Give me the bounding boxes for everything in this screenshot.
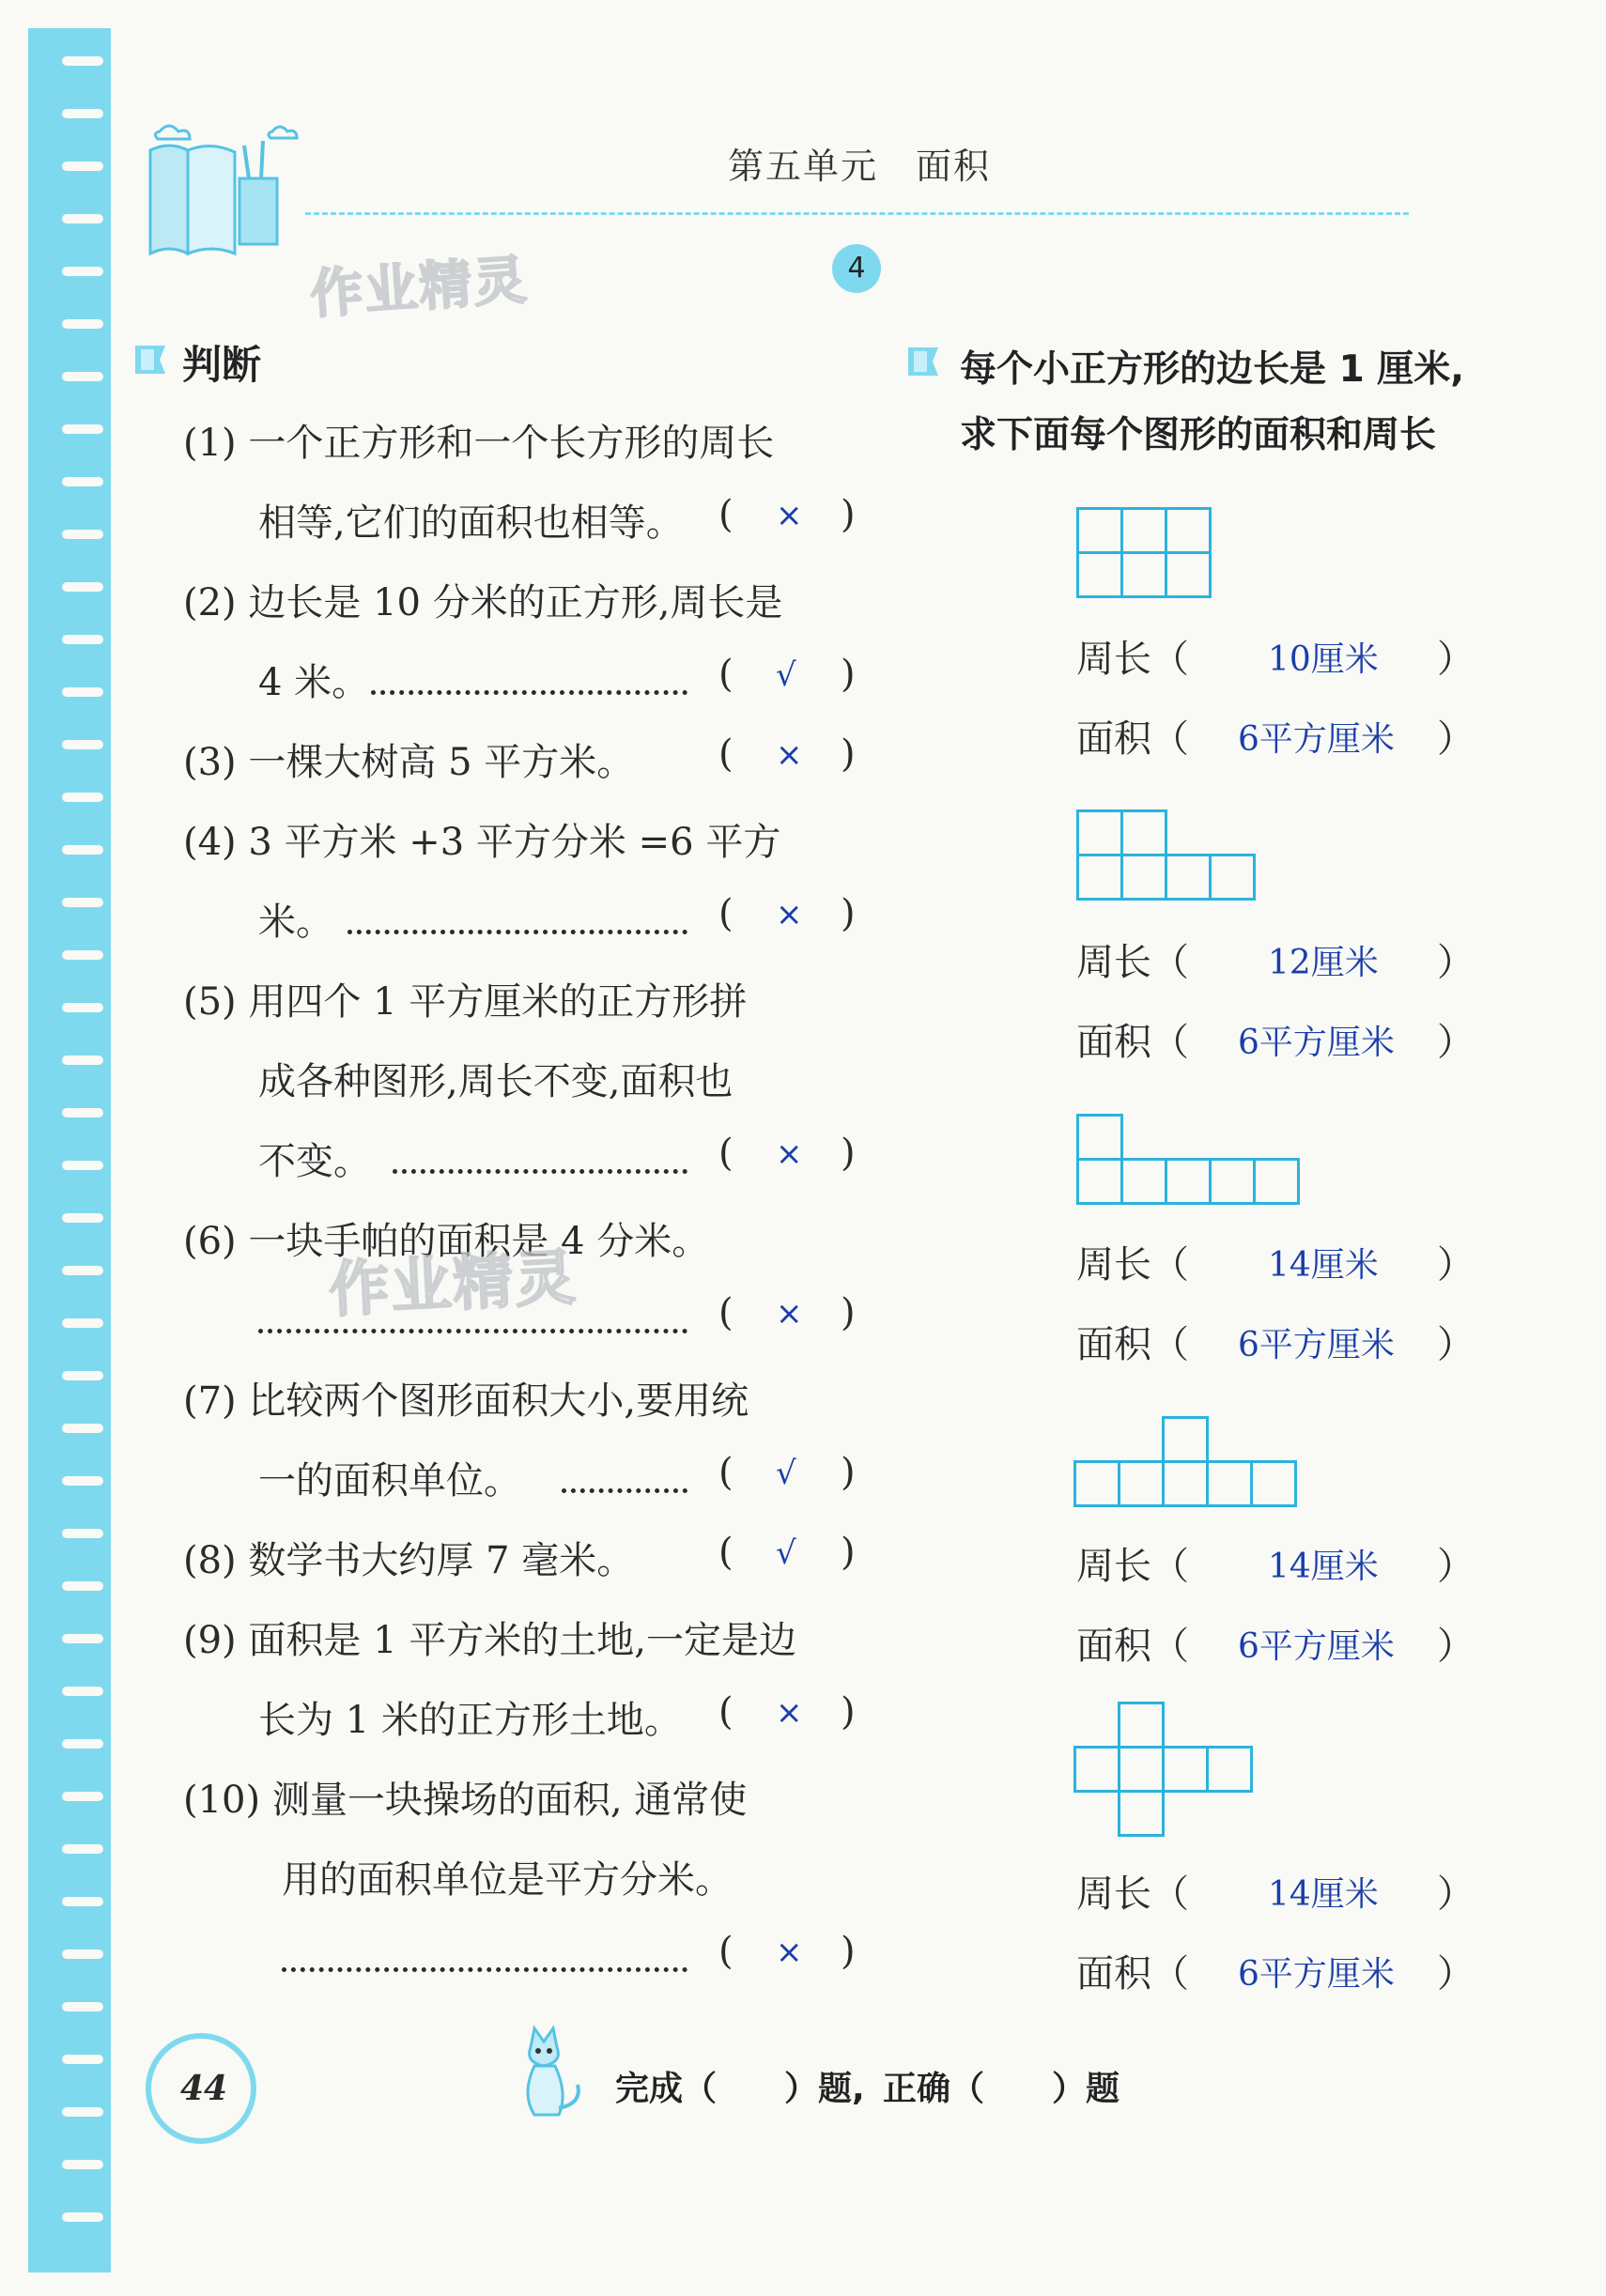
grid-cell (1162, 1460, 1209, 1507)
books-illustration-icon (131, 113, 315, 263)
grid-cell (1162, 1746, 1209, 1793)
grid-cell (1076, 809, 1123, 856)
perimeter-label: 周长（ (1076, 1545, 1189, 1588)
grid-cell (1165, 854, 1212, 901)
dotted-leader (347, 930, 687, 934)
binding-hole (62, 267, 103, 276)
binding-hole (62, 109, 103, 118)
perimeter-label: 周长（ (1076, 941, 1189, 984)
judge-item-text: (1) 一个正方形和一个长方形的周长 (183, 422, 775, 465)
grid-cell (1076, 854, 1123, 901)
binding-hole (62, 1476, 103, 1486)
page-number: 44 (180, 2069, 228, 2108)
binding-hole (62, 1161, 103, 1170)
judge-item-text: 不变。 (258, 1140, 371, 1183)
area-answer: 6平方厘米 (1238, 1326, 1395, 1364)
footer-complete: 完成（ ）题, (615, 2070, 865, 2108)
answer-mark: × (776, 1934, 803, 1971)
answer-paren-close: ) (841, 1690, 856, 1734)
grid-cell (1076, 1114, 1123, 1161)
binding-hole (62, 950, 103, 960)
grid-cell (1118, 1702, 1165, 1749)
close-paren: ） (1437, 638, 1475, 681)
judge-item-text: (5) 用四个 1 平方厘米的正方形拼 (183, 980, 748, 1024)
binding-hole (62, 845, 103, 855)
grid-cell (1118, 1746, 1165, 1793)
answer-paren-close: ) (841, 493, 856, 536)
binding-hole (62, 162, 103, 171)
judge-item-text: 成各种图形,周长不变,面积也 (258, 1060, 734, 1103)
dotted-leader (371, 690, 687, 695)
judge-item-text: (10) 测量一块操场的面积, 通常使 (183, 1779, 748, 1822)
binding-hole (62, 1266, 103, 1275)
grid-cell (1076, 551, 1123, 598)
grid-cell (1209, 854, 1256, 901)
judge-item-text: 用的面积单位是平方分米。 (282, 1858, 733, 1902)
binding-hole (62, 2160, 103, 2169)
binding-hole (62, 319, 103, 329)
judge-item-text: (2) 边长是 10 分米的正方形,周长是 (183, 581, 783, 624)
judge-item-text: 一的面积单位。 (258, 1459, 521, 1502)
answer-mark: √ (776, 1534, 796, 1572)
binding-hole (62, 1844, 103, 1854)
close-paren: ） (1437, 1323, 1475, 1366)
answer-paren-open: ( (718, 653, 734, 696)
section-title-shapes-line1: 每个小正方形的边长是 1 厘米, (960, 348, 1465, 391)
grid-cell (1165, 507, 1212, 554)
section-flag-icon (906, 344, 948, 379)
watermark: 作业精灵 (327, 1243, 579, 1326)
binding-hole (62, 1108, 103, 1117)
grid-cell (1118, 1460, 1165, 1507)
grid-cell (1120, 1158, 1167, 1205)
binding-hole (62, 2055, 103, 2064)
binding-hole (62, 1371, 103, 1380)
grid-cell (1120, 507, 1167, 554)
perimeter-label: 周长（ (1076, 1243, 1189, 1287)
binding-hole (62, 1529, 103, 1538)
answer-mark: × (776, 896, 803, 933)
section-title-judge: 判断 (182, 342, 262, 388)
answer-mark: × (776, 1295, 803, 1333)
answer-mark: √ (776, 656, 796, 694)
judge-item-text: (6) 一块手帕的面积是 4 分米。 (183, 1220, 710, 1263)
dotted-leader (562, 1488, 687, 1493)
perimeter-label: 周长（ (1076, 638, 1189, 681)
close-paren: ） (1437, 941, 1475, 984)
lesson-badge: 4 (832, 244, 881, 293)
answer-mark: × (776, 1135, 803, 1173)
area-answer: 6平方厘米 (1238, 1024, 1395, 1062)
grid-cell (1073, 1460, 1120, 1507)
grid-cell (1165, 551, 1212, 598)
judge-item-text: (4) 3 平方米 +3 平方分米 =6 平方 (183, 821, 781, 864)
area-label: 面积（ (1076, 1021, 1189, 1064)
perimeter-answer: 14厘米 (1268, 1875, 1379, 1914)
binding-hole (62, 793, 103, 802)
grid-cell (1118, 1790, 1165, 1837)
unit-title: 第五单元 面积 (728, 146, 992, 187)
answer-paren-open: ( (718, 1690, 734, 1734)
perimeter-answer: 14厘米 (1268, 1246, 1379, 1285)
answer-paren-close: ) (841, 1132, 856, 1175)
footer-correct: 正确（ ）题 (883, 2070, 1120, 2108)
perimeter-answer: 14厘米 (1268, 1548, 1379, 1586)
area-label: 面积（ (1076, 1952, 1189, 1996)
answer-paren-open: ( (718, 1291, 734, 1334)
dotted-leader (258, 1329, 687, 1333)
grid-cell (1206, 1460, 1253, 1507)
grid-cell (1206, 1746, 1253, 1793)
binding-hole (62, 1897, 103, 1906)
answer-mark: × (776, 736, 803, 774)
answer-paren-close: ) (841, 1930, 856, 1973)
answer-paren-close: ) (841, 732, 856, 776)
area-label: 面积（ (1076, 717, 1189, 761)
binding-hole (62, 372, 103, 381)
answer-paren-open: ( (718, 732, 734, 776)
binding-hole (62, 1739, 103, 1749)
area-answer: 6平方厘米 (1238, 1955, 1395, 1994)
binding-hole (62, 582, 103, 592)
grid-cell (1162, 1416, 1209, 1463)
judge-item-text: (7) 比较两个图形面积大小,要用统 (183, 1379, 749, 1423)
binding-hole (62, 1581, 103, 1591)
binding-hole (62, 1792, 103, 1801)
binding-hole (62, 1687, 103, 1696)
binding-hole (62, 1949, 103, 1959)
binding-hole (62, 1424, 103, 1433)
binding-hole (62, 1318, 103, 1328)
binding-hole (62, 1003, 103, 1012)
binding-hole (62, 2107, 103, 2117)
answer-mark: √ (776, 1455, 796, 1492)
judge-item-text: (9) 面积是 1 平方米的土地,一定是边 (183, 1619, 796, 1662)
dotted-leader (393, 1169, 687, 1174)
grid-cell (1120, 854, 1167, 901)
grid-cell (1209, 1158, 1256, 1205)
answer-mark: × (776, 497, 803, 534)
perimeter-answer: 10厘米 (1268, 640, 1379, 679)
binding-hole (62, 2212, 103, 2222)
area-label: 面积（ (1076, 1625, 1189, 1668)
watermark: 作业精灵 (308, 249, 531, 327)
perimeter-answer: 12厘米 (1268, 944, 1379, 982)
answer-paren-close: ) (841, 1531, 856, 1574)
answer-paren-open: ( (718, 493, 734, 536)
answer-paren-open: ( (718, 1930, 734, 1973)
judge-item-text: 米。 (258, 901, 333, 944)
grid-cell (1250, 1460, 1297, 1507)
perimeter-label: 周长（ (1076, 1872, 1189, 1916)
cat-illustration-icon (502, 2019, 587, 2122)
section-title-shapes-line2: 求下面每个图形的面积和周长 (960, 414, 1437, 456)
binding-hole (62, 424, 103, 434)
binding-hole (62, 56, 103, 66)
grid-cell (1120, 809, 1167, 856)
binding-hole (62, 477, 103, 486)
binding-hole (62, 1634, 103, 1643)
answer-paren-close: ) (841, 653, 856, 696)
binding-hole (62, 635, 103, 644)
close-paren: ） (1437, 1021, 1475, 1064)
dotted-leader (282, 1967, 687, 1972)
answer-paren-close: ) (841, 892, 856, 935)
binding-hole (62, 898, 103, 907)
answer-paren-open: ( (718, 892, 734, 935)
close-paren: ） (1437, 1545, 1475, 1588)
binding-hole (62, 530, 103, 539)
grid-cell (1076, 1158, 1123, 1205)
close-paren: ） (1437, 1243, 1475, 1287)
binding-hole (62, 687, 103, 697)
judge-item-text: (3) 一棵大树高 5 平方米。 (183, 741, 635, 784)
area-answer: 6平方厘米 (1238, 720, 1395, 759)
header-divider (305, 212, 1409, 215)
answer-paren-open: ( (718, 1451, 734, 1494)
binding-hole (62, 1213, 103, 1223)
answer-paren-close: ) (841, 1291, 856, 1334)
area-label: 面积（ (1076, 1323, 1189, 1366)
grid-cell (1076, 507, 1123, 554)
grid-cell (1073, 1746, 1120, 1793)
grid-cell (1165, 1158, 1212, 1205)
binding-hole (62, 740, 103, 749)
answer-paren-open: ( (718, 1132, 734, 1175)
close-paren: ） (1437, 1872, 1475, 1916)
binding-hole (62, 214, 103, 223)
judge-item-text: (8) 数学书大约厚 7 毫米。 (183, 1539, 635, 1582)
answer-paren-open: ( (718, 1531, 734, 1574)
grid-cell (1120, 551, 1167, 598)
area-answer: 6平方厘米 (1238, 1627, 1395, 1666)
close-paren: ） (1437, 1625, 1475, 1668)
section-flag-icon (133, 342, 175, 378)
binding-strip (28, 28, 111, 2273)
grid-cell (1253, 1158, 1300, 1205)
binding-hole (62, 2002, 103, 2011)
judge-item-text: 4 米。 (258, 661, 370, 704)
binding-hole (62, 1056, 103, 1065)
answer-paren-close: ) (841, 1451, 856, 1494)
judge-item-text: 相等,它们的面积也相等。 (258, 501, 684, 545)
answer-mark: × (776, 1694, 803, 1732)
close-paren: ） (1437, 1952, 1475, 1996)
judge-item-text: 长为 1 米的正方形土地。 (258, 1699, 682, 1742)
close-paren: ） (1437, 717, 1475, 761)
